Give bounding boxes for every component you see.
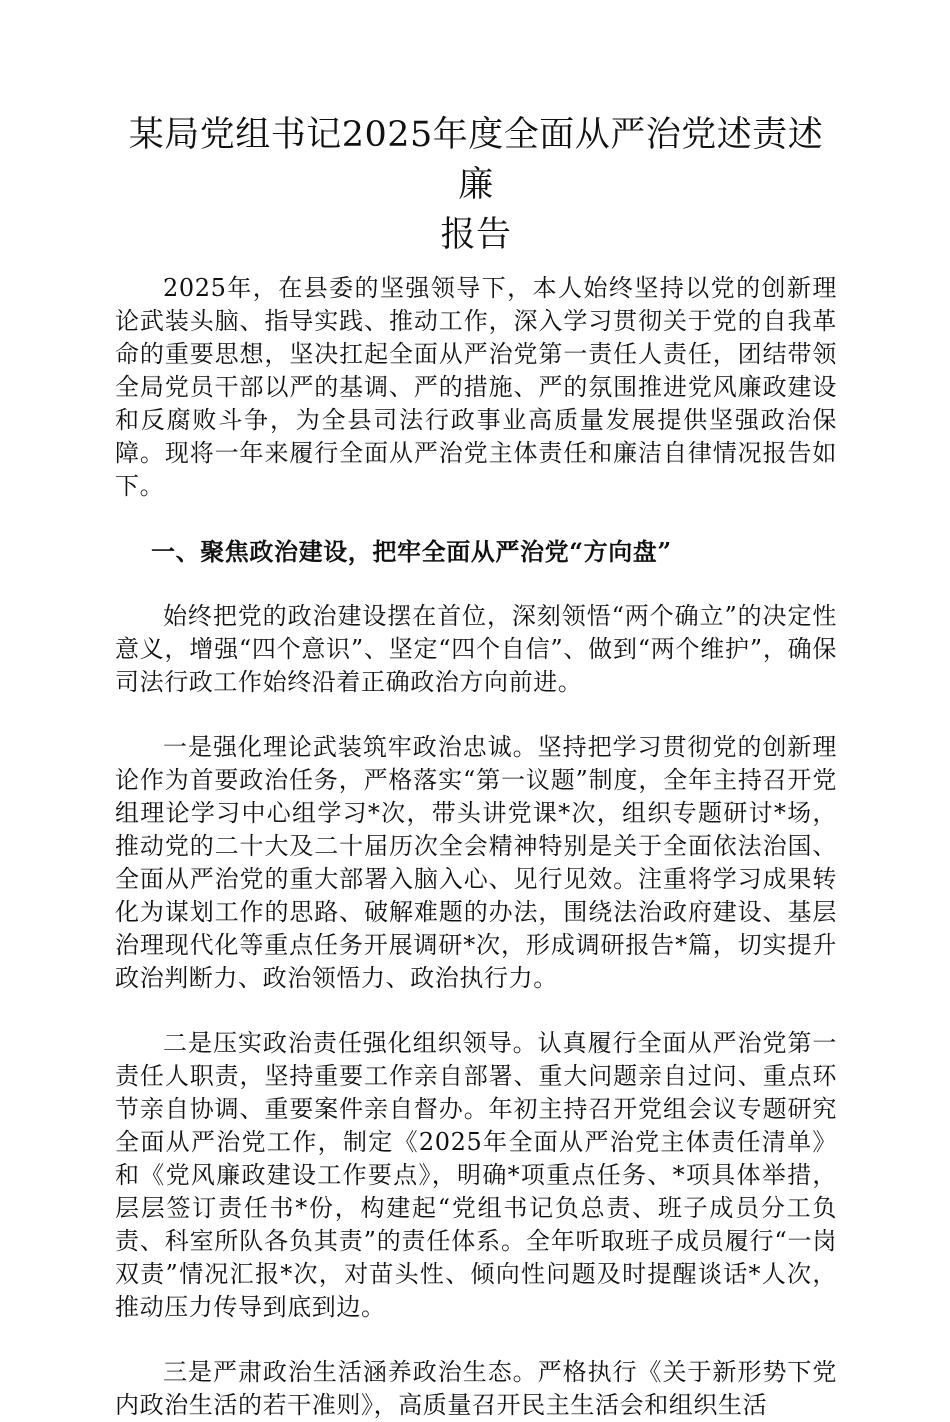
section-1-intro-paragraph: 始终把党的政治建设摆在首位，深刻领悟“两个确立”的决定性意义，增强“四个意识”、坚定“四个自信”、做到“两个维护”，确保司法行政工作始终沿着正确政治方向前进。 bbox=[115, 602, 837, 696]
title-line-1: 某局党组书记2025年度全面从严治党述责述廉 bbox=[128, 115, 824, 205]
document-page bbox=[115, 110, 837, 1422]
point-3-paragraph: 三是严肃政治生活涵养政治生态。严格执行《关于新形势下党内政治生活的若干准则》，高质量召开民主生活会和组织生活 bbox=[115, 1358, 837, 1419]
point-2-paragraph: 二是压实政治责任强化组织领导。认真履行全面从严治党第一责任人职责，坚持重要工作亲自部署、重大问题亲自过问、重点环节亲自协调、重要案件亲自督办。年初主持召开党组会议专题研究全面从严治党工作，制定《2025年全面从严治党主体责任清单》和《党风廉政建设工作要点》，明确*项重点任务、*项具体举措，层层签订责任书*份，构建起“党组书记负总责、班子成员分工负责、科室所队各负其责”的责任体系。全年听取班子成员履行“一岗双责”情况汇报*次，对苗头性、倾向性问题及时提醒谈话*人次，推动压力传导到底到边。 bbox=[115, 1029, 837, 1321]
intro-paragraph: 2025年，在县委的坚强领导下，本人始终坚持以党的创新理论武装头脑、指导实践、推动工作，深入学习贯彻关于党的自我革命的重要思想，坚决扛起全面从严治党第一责任人责任，团结带领全局党员干部以严的基调、严的措施、严的氛围推进党风廉政建设和反腐败斗争，为全县司法行政事业高质量发展提供坚强政治保障。现将一年来履行全面从严治党主体责任和廉洁自律情况报告如下。 bbox=[115, 274, 837, 500]
section-1-heading: 一、聚焦政治建设，把牢全面从严治党“方向盘” bbox=[151, 537, 672, 566]
title-line-2: 报告 bbox=[440, 215, 512, 255]
document-title bbox=[115, 110, 837, 260]
point-1-paragraph: 一是强化理论武装筑牢政治忠诚。坚持把学习贯彻党的创新理论作为首要政治任务，严格落实“第一议题”制度，全年主持召开党组理论学习中心组学习*次，带头讲党课*次，组织专题研讨*场，推动党的二十大及二十届历次全会精神特别是关于全面依法治国、全面从严治党的重大部署入脑入心、见行见效。注重将学习成果转化为谋划工作的思路、破解难题的办法，围绕法治政府建设、基层治理现代化等重点任务开展调研*次，形成调研报告*篇，切实提升政治判断力、政治领悟力、政治执行力。 bbox=[115, 733, 837, 992]
